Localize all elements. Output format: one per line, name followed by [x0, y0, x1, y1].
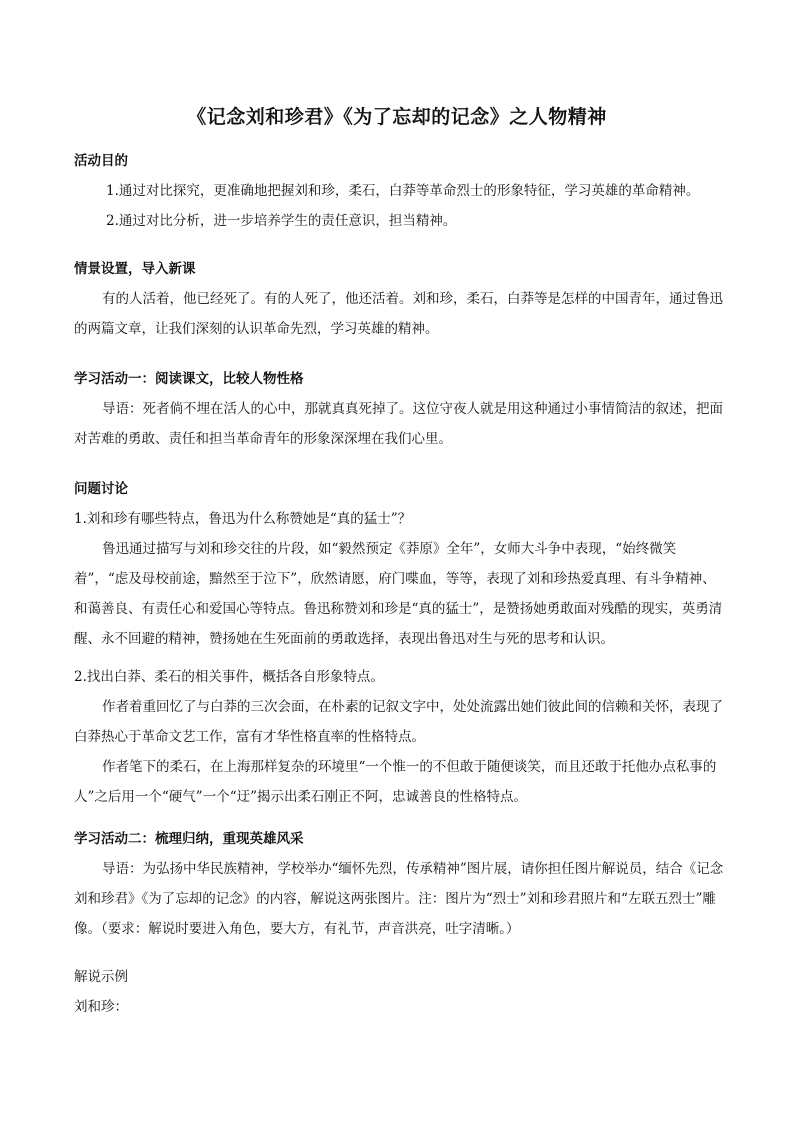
section-heading-activity2: 学习活动二：梳理归纳，重现英雄风采 — [74, 831, 304, 847]
answer-2-part-2: 作者笔下的柔石，在上海那样复杂的环境里“一个惟一的不但敢于随便谈笑，而且还敢于托他办点私事的人”之后用一个“硬气”一个“迂”揭示出柔石刚正不阿，忠诚善良的性格特点。 — [74, 759, 717, 805]
answer-1: 鲁迅通过描写与刘和珍交往的片段，如“毅然预定《莽原》全年”，女师大斗争中表现，“始终微笑着”，“虑及母校前途，黯然至于泣下”，欣然请愿，府门喋血，等等，表现了刘和珍热爱真理、有斗争精神、和蔼善良、有责任心和爱国心等特点。鲁迅称赞刘和珍是“真的猛士”，是赞扬她勇敢面对残酷的现实，英勇清醒、永不回避的精神，赞扬她在生死面前的勇敢选择，表现出鲁迅对生与死的思考和认识。 — [74, 541, 723, 647]
section-discussion-q2 — [74, 662, 724, 812]
section-activity2 — [74, 824, 724, 944]
section-heading-intro: 情景设置，导入新课 — [74, 261, 196, 277]
objective-item-2: 2.通过对比分析，进一步培养学生的责任意识，担当精神。 — [106, 213, 457, 229]
section-discussion — [74, 474, 724, 654]
section-intro — [74, 254, 724, 344]
section-example — [74, 962, 724, 1022]
question-1: 1.刘和珍有哪些特点，鲁迅为什么称赞她是“真的猛士”？ — [74, 511, 412, 527]
section-activity1 — [74, 364, 724, 454]
activity1-paragraph: 导语：死者倘不埋在活人的心中，那就真真死掉了。这位守夜人就是用这种通过小事情简洁的叙述，把面对苦难的勇敢、责任和担当革命青年的形象深深埋在我们心里。 — [74, 401, 723, 447]
section-heading-discussion: 问题讨论 — [74, 481, 128, 497]
example-label: 解说示例 — [74, 969, 128, 985]
activity2-paragraph: 导语：为弘扬中华民族精神，学校举办“缅怀先烈，传承精神”图片展，请你担任图片解说员，结合《记念刘和珍君》《为了忘却的记念》的内容，解说这两张图片。注：图片为“烈士”刘和珍君照片和“左联五烈士”雕像。（要求：解说时要进入角色，要大方，有礼节，声音洪亮，吐字清晰。） — [74, 861, 724, 937]
page-title: 《记念刘和珍君》《为了忘却的记念》之人物精神 — [187, 106, 607, 128]
question-2: 2.找出白莽、柔石的相关事件，概括各自形象特点。 — [74, 669, 384, 685]
example-name: 刘和珍： — [74, 999, 128, 1015]
objective-item-1: 1.通过对比探究，更准确地把握刘和珍，柔石，白莽等革命烈士的形象特征，学习英雄的革命精神。 — [106, 183, 700, 199]
answer-2-part-1: 作者着重回忆了与白莽的三次会面，在朴素的记叙文字中，处处流露出她们彼此间的信赖和关怀，表现了白莽热心于革命文艺工作，富有才华性格直率的性格特点。 — [74, 699, 723, 745]
intro-paragraph: 有的人活着，他已经死了。有的人死了，他还活着。刘和珍，柔石，白莽等是怎样的中国青年，通过鲁迅的两篇文章，让我们深刻的认识革命先烈，学习英雄的精神。 — [74, 291, 723, 337]
section-heading-objectives: 活动目的 — [74, 153, 128, 169]
section-objectives — [74, 146, 724, 236]
section-heading-activity1: 学习活动一：阅读课文，比较人物性格 — [74, 371, 304, 387]
